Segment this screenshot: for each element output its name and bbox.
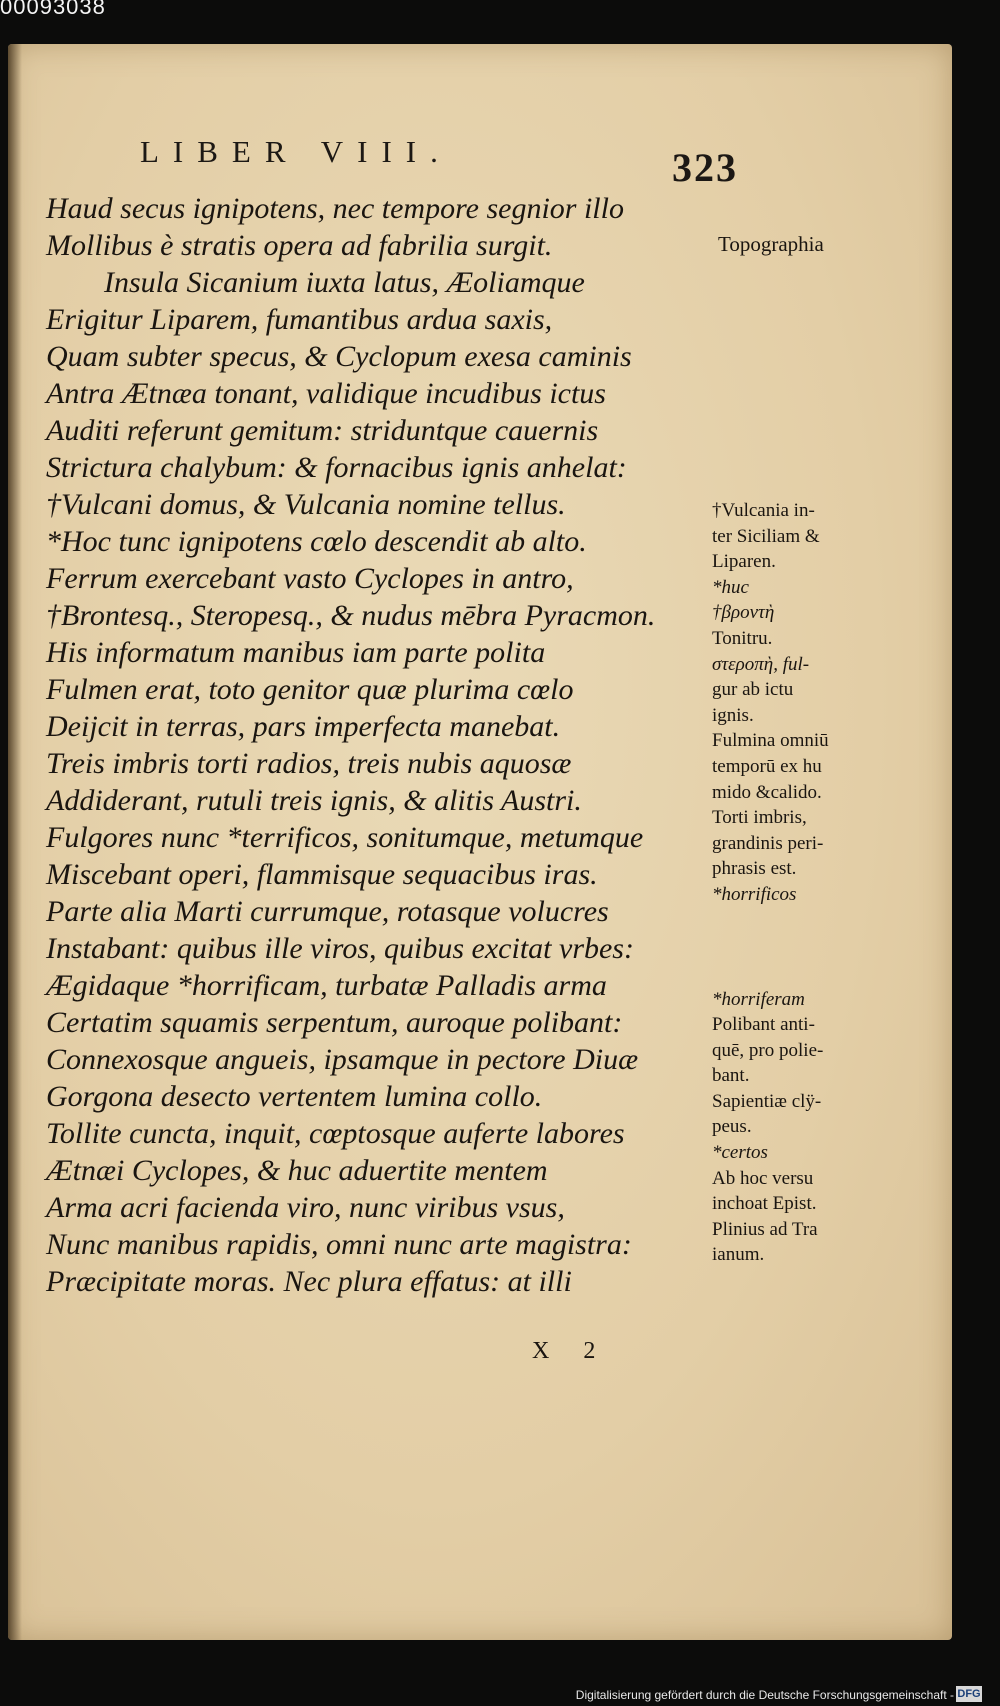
verse-line: Gorgona desecto vertentem lumina collo. bbox=[46, 1080, 543, 1113]
margin-note-line: Fulmina omniū bbox=[712, 730, 829, 752]
margin-note-line: ignis. bbox=[712, 704, 754, 726]
verse-line: Erigitur Liparem, fumantibus ardua saxis, bbox=[46, 303, 553, 336]
margin-note-line: Plinius ad Tra bbox=[712, 1218, 818, 1240]
margin-note-line: †Vulcania in- bbox=[712, 500, 815, 521]
verse-column bbox=[46, 190, 686, 1300]
running-head: LIBER VIII. bbox=[140, 134, 452, 169]
margin-note-line: peus. bbox=[712, 1116, 752, 1138]
margin-note-line: *horrificos bbox=[712, 883, 797, 905]
verse-line: His informatum manibus iam parte polita bbox=[46, 636, 546, 669]
margin-note-line: Tonitru. bbox=[712, 627, 773, 649]
verse-line: Connexosque angueis, ipsamque in pectore Diuæ bbox=[46, 1043, 639, 1076]
margin-note-line: †βροντὴ bbox=[712, 602, 775, 624]
margin-note-line: Liparen. bbox=[712, 551, 776, 573]
verse-line: Fulmen erat, toto genitor quæ plurima cœlo bbox=[46, 673, 574, 706]
verse-line: Instabant: quibus ille viros, quibus excitat vrbes: bbox=[46, 932, 634, 965]
margin-note-line: *certos bbox=[712, 1142, 768, 1164]
verse-line: Arma acri facienda viro, nunc viribus vsus, bbox=[46, 1191, 565, 1224]
margin-note-line: inchoat Epist. bbox=[712, 1193, 817, 1215]
verse-line: Miscebant operi, flammisque sequacibus iras. bbox=[46, 858, 598, 891]
marginal-notes bbox=[712, 498, 892, 1268]
verse-line: Ægidaque *horrificam, turbatæ Palladis arma bbox=[46, 969, 607, 1002]
verse-line: Ætnæi Cyclopes, & huc aduertite mentem bbox=[46, 1154, 548, 1187]
verse-line: Insula Sicanium iuxta latus, Æoliamque bbox=[104, 266, 585, 299]
scan-id-label: 00093038 bbox=[0, 0, 106, 19]
dfg-logo: DFG bbox=[957, 1688, 981, 1700]
verse-line: Antra Ætnæa tonant, validique incudibus ictus bbox=[46, 377, 606, 410]
verse-line: *Hoc tunc ignipotens cœlo descendit ab alto. bbox=[46, 525, 587, 558]
margin-heading: Topographia bbox=[718, 232, 824, 256]
digitization-credit: Digitalisierung gefördert durch die Deutsche Forschungsgemeinschaft - bbox=[575, 1688, 954, 1702]
verse-line: Ferrum exercebant vasto Cyclopes in antro, bbox=[46, 562, 574, 595]
margin-note-line: quē, pro polie- bbox=[712, 1039, 824, 1061]
margin-note-line: ianum. bbox=[712, 1244, 765, 1266]
margin-note-line: ter Siciliam & bbox=[712, 525, 820, 547]
verse-line: Addiderant, rutuli treis ignis, & alitis Austri. bbox=[46, 784, 582, 817]
verse-line: Certatim squamis serpentum, auroque polibant: bbox=[46, 1006, 623, 1039]
verse-line: Treis imbris torti radios, treis nubis aquosæ bbox=[46, 747, 572, 780]
margin-note-line: Ab hoc versu bbox=[712, 1167, 814, 1189]
verse-line: Deijcit in terras, pars imperfecta manebat. bbox=[46, 710, 561, 743]
verse-line: Auditi referunt gemitum: striduntque cauernis bbox=[46, 414, 599, 447]
page-number: 323 bbox=[672, 145, 738, 190]
verse-line: †Vulcani domus, & Vulcania nomine tellus. bbox=[46, 488, 566, 521]
signature-mark: X 2 bbox=[532, 1338, 610, 1364]
margin-note-line: Sapientiæ clÿ- bbox=[712, 1090, 822, 1112]
margin-note-line: Polibant anti- bbox=[712, 1014, 815, 1036]
verse-line: Fulgores nunc *terrificos, sonitumque, metumque bbox=[46, 821, 644, 854]
page-spine-shadow bbox=[8, 44, 22, 1640]
margin-note-line: temporū ex hu bbox=[712, 755, 822, 777]
margin-note-line: *huc bbox=[712, 576, 749, 598]
verse-line: Haud secus ignipotens, nec tempore segnior illo bbox=[46, 192, 624, 225]
verse-line: Præcipitate moras. Nec plura effatus: at illi bbox=[46, 1265, 572, 1298]
margin-note-line: bant. bbox=[712, 1065, 750, 1087]
margin-note-line: mido &calido. bbox=[712, 781, 822, 803]
verse-line: Strictura chalybum: & fornacibus ignis anhelat: bbox=[46, 451, 627, 484]
margin-note-line: *horriferam bbox=[712, 988, 805, 1010]
verse-line: Tollite cuncta, inquit, cœptosque auferte labores bbox=[46, 1117, 625, 1150]
margin-note-line: Torti imbris, bbox=[712, 807, 807, 829]
margin-note-line: grandinis peri- bbox=[712, 832, 824, 854]
verse-line: †Brontesq., Steropesq., & nudus mēbra Pyracmon. bbox=[46, 599, 656, 632]
verse-line: Nunc manibus rapidis, omni nunc arte magistra: bbox=[46, 1228, 632, 1261]
margin-note-line: phrasis est. bbox=[712, 858, 797, 880]
verse-line: Mollibus è stratis opera ad fabrilia surgit. bbox=[46, 229, 553, 262]
verse-line: Parte alia Marti currumque, rotasque volucres bbox=[46, 895, 609, 928]
margin-note-line: στεροπὴ, ful- bbox=[712, 653, 810, 675]
margin-note-line: gur ab ictu bbox=[712, 679, 794, 701]
verse-line: Quam subter specus, & Cyclopum exesa caminis bbox=[46, 340, 632, 373]
